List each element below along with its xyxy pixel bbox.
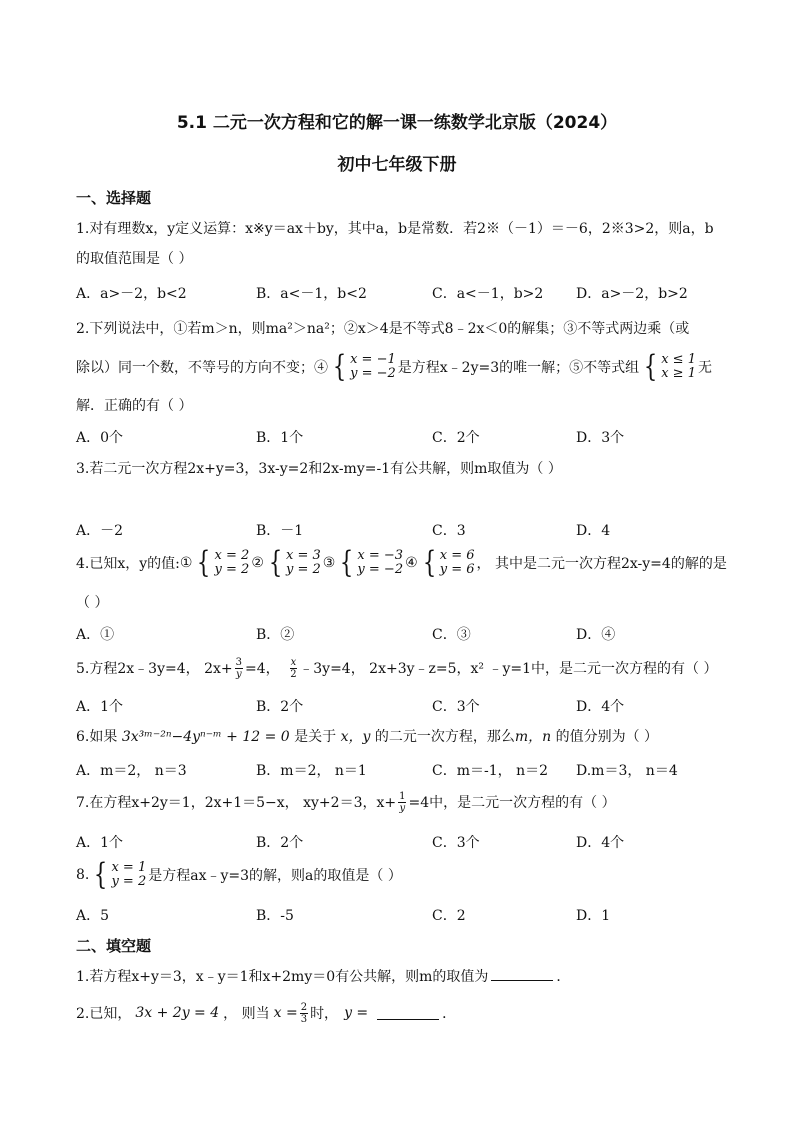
q8-option-b: B．-5 <box>256 908 294 924</box>
q3-line-1: 3.若二元一次方程2x+y=3，3x-y=2和2x-my=-1有公共解，则m取值为（ ） <box>76 461 562 477</box>
q4-line-2: （ ） <box>76 595 109 611</box>
document-subtitle: 初中七年级下册 <box>337 155 457 175</box>
q7-option-b: B．2个 <box>256 835 304 851</box>
q8-option-c: C．2 <box>432 908 466 924</box>
q5-line-1: 5.方程2x﹣3y=4， 2x+ $\frac{3}{y}$ =4， $\frac{x}{2}$ ﹣3y=4， 2x+3y﹣z=5，x² ﹣y=1中，是二元一次方程的有（ ） <box>76 656 718 680</box>
q7-option-c: C．3个 <box>432 835 480 851</box>
q2-line-2 <box>76 350 712 384</box>
q2-option-d: D．3个 <box>576 430 625 446</box>
q6-option-b: B．m＝2， n＝1 <box>256 763 367 779</box>
q1-line-1: 1.对有理数x，y定义运算：x※y＝ax＋by，其中a，b是常数．若2※（－1）＝－6，2※3>2，则a，b <box>76 221 714 237</box>
q4-line-1: 4.已知x，y的值: ① { x = 2 y = 2 ② { x = 3 y = 2 ③ { x = −3 y = −2 ④ { x = 6 y = 6 ， 其中是二元一次方程2x-y=4的解的是 <box>76 545 727 580</box>
brace-icon: { <box>94 857 108 892</box>
brace-icon: { <box>340 545 354 580</box>
document-title: 5.1 二元一次方程和它的解一课一练数学北京版（2024） <box>176 113 618 133</box>
q7-line-1: 7.在方程x+2y＝1，2x+1＝5−x， xy+2＝3，x+ $\frac{1}{y}$ =4中，是二元一次方程的有（ ） <box>76 790 616 814</box>
q4-system-1: { x = 2 y = 2 <box>197 545 250 580</box>
fill-2-line: 2.已知， 3x + 2y = 4 ， 则当 x = $\frac{2}{3}$ 时， y = ． <box>76 1001 457 1025</box>
q2-text-a: 除以）同一个数，不等号的方向不变；④ <box>76 360 328 376</box>
q1-option-b: B．a<－1，b<2 <box>256 286 367 302</box>
q7-option-a: A．1个 <box>76 835 124 851</box>
q5-fraction-1: $\frac{3}{y}$ <box>235 656 242 680</box>
q4-system-3: { x = −3 y = −2 <box>340 545 404 580</box>
q5-option-c: C．3个 <box>432 699 480 715</box>
q1-option-c: C．a<－1，b>2 <box>432 286 544 302</box>
q6-option-c: C．m＝-1， n＝2 <box>432 763 548 779</box>
q8-line-1: 8. { x = 1 y = 2 是方程ax﹣y=3的解，则a的取值是（ ） <box>76 857 402 892</box>
q4-system-2: { x = 3 y = 2 <box>268 545 321 580</box>
q4-system-4: { x = 6 y = 6 <box>422 545 475 580</box>
q2-option-a: A．0个 <box>76 430 124 446</box>
brace-icon: { <box>643 349 658 384</box>
q4-option-b: B．② <box>256 627 295 643</box>
q6-option-d: D.m＝3， n＝4 <box>576 763 678 779</box>
fill-1-line: 1.若方程x+y＝3，x﹣y＝1和x+2my＝0有公共解，则m的取值为 ． <box>76 969 571 985</box>
answer-blank[interactable] <box>491 968 553 981</box>
q6-equation: 3x³ᵐ⁻²ⁿ−4yⁿ⁻ᵐ + 12 = 0 <box>121 729 290 745</box>
q2-option-b: B．1个 <box>256 430 304 446</box>
q1-option-a: A．a>－2，b<2 <box>76 286 187 302</box>
q2-option-c: C．2个 <box>432 430 480 446</box>
brace-icon: { <box>197 545 211 580</box>
section-heading-fill: 二、填空题 <box>76 937 152 955</box>
q1-line-2: 的取值范围是（ ） <box>76 251 193 267</box>
q6-line-1: 6.如果 3x³ᵐ⁻²ⁿ−4yⁿ⁻ᵐ + 12 = 0 是关于 x，y 的二元一次方程，那么m，n 的值分别为（ ） <box>76 729 659 745</box>
q2-text-b: 是方程x﹣2y=3的唯一解；⑤不等式组 <box>397 360 640 376</box>
fill-2-fraction: $\frac{2}{3}$ <box>300 1001 308 1025</box>
q8-option-d: D．1 <box>576 908 611 924</box>
answer-blank[interactable] <box>377 1007 439 1020</box>
q8-system: { x = 1 y = 2 <box>94 857 147 892</box>
brace-icon: { <box>268 545 283 580</box>
q5-fraction-2: $\frac{x}{2}$ <box>290 656 297 680</box>
q1-option-d: D．a>－2，b>2 <box>576 286 688 302</box>
q7-fraction: $\frac{1}{y}$ <box>399 790 406 814</box>
q4-option-a: A．① <box>76 627 115 643</box>
q7-option-d: D．4个 <box>576 835 625 851</box>
q4-option-d: D．④ <box>576 627 616 643</box>
q2-text-c: 无 <box>697 360 712 376</box>
q2-system-5: { x ≤ 1 x ≥ 1 <box>643 349 696 384</box>
q5-option-a: A．1个 <box>76 699 124 715</box>
q5-option-d: D．4个 <box>576 699 625 715</box>
q8-option-a: A．5 <box>76 908 110 924</box>
q3-option-a: A．－2 <box>76 523 124 539</box>
q6-option-a: A．m＝2， n＝3 <box>76 763 187 779</box>
q2-line-1: 2.下列说法中，①若m＞n，则ma²＞na²；②x＞4是不等式8﹣2x＜0的解集；③不等式两边乘（或 <box>76 321 690 337</box>
q3-option-b: B．－1 <box>256 523 304 539</box>
q3-option-d: D．4 <box>576 523 611 539</box>
section-heading-choice: 一、选择题 <box>76 189 152 207</box>
brace-icon: { <box>332 349 347 384</box>
brace-icon: { <box>422 545 436 580</box>
q4-option-c: C．③ <box>432 627 471 643</box>
q2-line-3: 解．正确的有（ ） <box>76 398 193 414</box>
q2-system-4: { x = −1 y = −2 <box>332 349 396 384</box>
q3-option-c: C．3 <box>432 523 466 539</box>
q5-option-b: B．2个 <box>256 699 304 715</box>
